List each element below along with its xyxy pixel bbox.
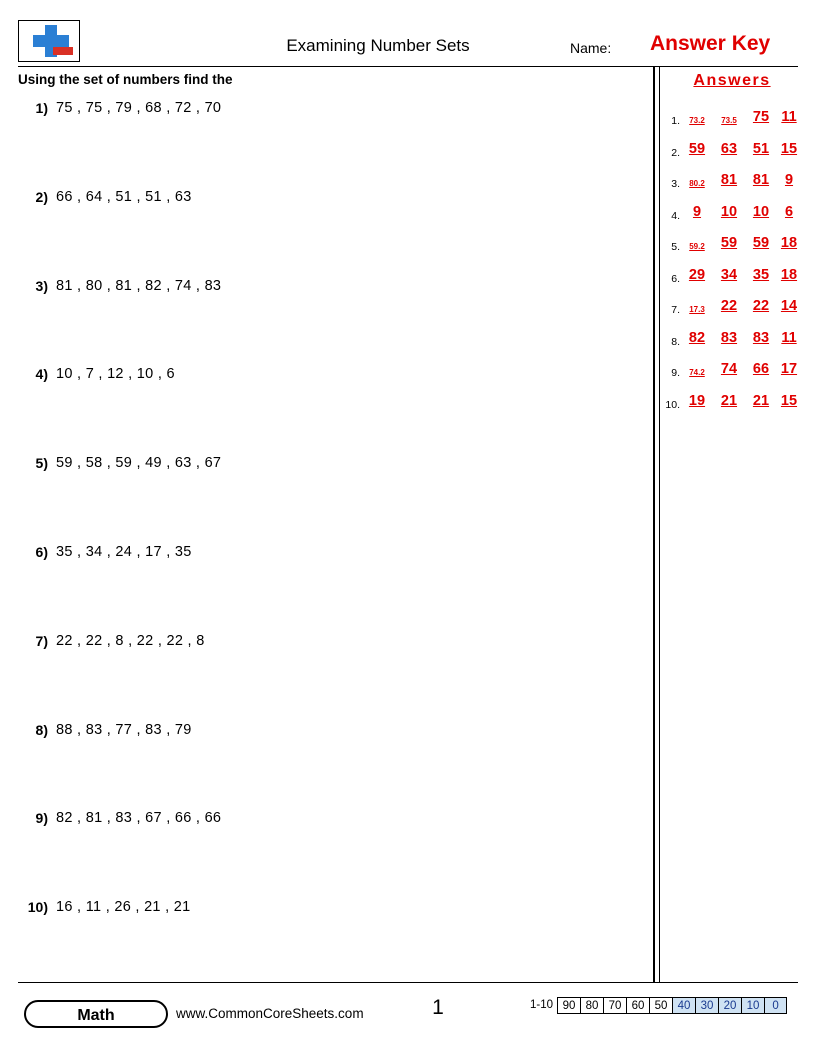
answer-value-range: 15 [780,392,798,409]
page-number: 1 [432,996,444,1019]
answers-title: Answers [693,72,771,89]
answer-value-mean: 59.2 [689,242,705,251]
answer-row-number: 10. [665,398,680,411]
answer-value-mean: 82 [688,329,706,346]
scale-box: 30 [695,997,718,1014]
answer-row [662,358,802,390]
answer-value-median: 74 [720,361,738,377]
answer-value-median: 22 [720,298,738,314]
scale-box: 20 [718,997,741,1014]
scale-box: 80 [580,997,603,1014]
answer-row-number: 5. [671,241,680,253]
answer-value-range: 18 [780,266,798,283]
answer-row [662,201,802,233]
problem-number-set: 88 , 83 , 77 , 83 , 79 [56,721,192,738]
page-title: Examining Number Sets [286,36,470,55]
answer-row-number: 8. [671,335,680,348]
problem-number-set: 59 , 58 , 59 , 49 , 63 , 67 [56,455,222,472]
problem-number-set: 81 , 80 , 81 , 82 , 74 , 83 [56,277,222,294]
answer-row [662,264,802,296]
answer-value-mean: 74.2 [689,368,705,377]
answer-value-mode: 59 [752,235,770,251]
problem-number-set: 10 , 7 , 12 , 10 , 6 [56,366,175,383]
answers-panel [662,66,802,421]
answer-value-range: 18 [780,235,798,251]
answer-row [662,169,802,201]
answer-row [662,390,802,422]
answer-value-range: 15 [780,140,798,157]
answer-value-mode: 75 [752,109,770,125]
answer-value-median: 21 [720,392,738,409]
answer-row [662,138,802,170]
panel-divider-right [659,66,660,982]
answer-row-number: 9. [671,367,680,379]
answer-value-range: 9 [784,172,794,188]
answer-value-median: 34 [720,266,738,283]
scale-box: 70 [603,997,626,1014]
footer-divider [18,982,798,983]
answer-value-range: 11 [781,329,797,346]
problem-item [18,187,638,276]
answer-value-median: 83 [720,329,738,346]
problem-number-set: 82 , 81 , 83 , 67 , 66 , 66 [56,810,222,827]
answer-row-number: 2. [671,146,680,159]
answer-value-median: 63 [720,140,738,157]
grading-scale [530,995,787,1015]
problem-number: 8) [35,721,48,738]
answer-value-mean: 17.3 [689,305,705,314]
panel-divider-left [653,66,655,982]
answer-value-mode: 66 [752,361,770,377]
subject-badge: Math [24,1000,168,1028]
answer-value-mode: 81 [752,172,770,188]
problem-number: 7) [35,632,48,649]
worksheet-header [18,20,798,66]
answer-value-mean: 9 [692,203,702,220]
answer-value-mean: 73.2 [689,116,705,125]
problem-number: 5) [35,455,48,472]
scale-box: 50 [649,997,672,1014]
problem-item [18,364,638,453]
answer-value-mode: 83 [752,329,770,346]
answer-row-number: 4. [671,209,680,222]
problem-list [18,98,638,986]
website-url: www.CommonCoreSheets.com [176,1006,364,1021]
answer-row [662,232,802,264]
scale-box: 90 [557,997,580,1014]
problem-number: 2) [35,188,48,205]
problem-number-set: 66 , 64 , 51 , 51 , 63 [56,188,192,205]
problem-item [18,542,638,631]
problem-item [18,720,638,809]
scale-box: 60 [626,997,649,1014]
problem-number: 10) [27,899,48,916]
answer-row-number: 6. [671,272,680,285]
answer-row-number: 1. [671,115,680,127]
scale-range-label: 1-10 [530,999,554,1011]
answer-value-range: 17 [780,361,798,377]
problem-item [18,98,638,187]
problem-number: 6) [35,543,48,560]
problem-number-set: 16 , 11 , 26 , 21 , 21 [56,899,191,916]
answer-value-mode: 22 [752,298,770,314]
problem-number: 4) [35,366,48,383]
instruction-text: Using the set of numbers find the [18,72,233,87]
answer-value-range: 14 [780,298,798,314]
answer-value-mode: 21 [752,392,770,409]
answer-value-mean: 19 [688,392,706,409]
answer-value-mode: 51 [752,140,770,157]
answer-row [662,327,802,359]
answer-key-badge: Answer Key [650,32,771,55]
problem-item [18,276,638,365]
problem-number-set: 22 , 22 , 8 , 22 , 22 , 8 [56,632,205,649]
answer-value-range: 6 [784,203,794,220]
answer-value-median: 81 [720,172,738,188]
answer-value-mean: 59 [688,140,706,157]
answer-value-mean: 80.2 [689,179,705,188]
answer-value-mode: 10 [752,203,770,220]
answer-value-mean: 29 [688,266,706,283]
problem-item [18,631,638,720]
problem-number-set: 35 , 34 , 24 , 17 , 35 [56,543,192,560]
answer-value-median: 73.5 [721,116,737,125]
problem-number: 1) [35,100,48,116]
problem-number: 3) [35,277,48,294]
answer-row [662,106,802,138]
problem-item [18,897,638,986]
answer-value-median: 10 [720,203,738,220]
answer-row-number: 7. [671,304,680,316]
scale-box: 10 [741,997,764,1014]
answer-row [662,295,802,327]
math-plus-logo-icon [18,20,80,62]
scale-box: 0 [764,997,787,1014]
answer-value-median: 59 [720,235,738,251]
scale-box: 40 [672,997,695,1014]
answer-value-mode: 35 [752,266,770,283]
problem-item [18,453,638,542]
answer-value-range: 11 [781,109,797,125]
problem-item [18,808,638,897]
name-label: Name: [570,40,612,56]
answer-row-number: 3. [671,178,680,190]
problem-number-set: 75 , 75 , 79 , 68 , 72 , 70 [56,100,222,116]
problem-number: 9) [35,810,48,827]
